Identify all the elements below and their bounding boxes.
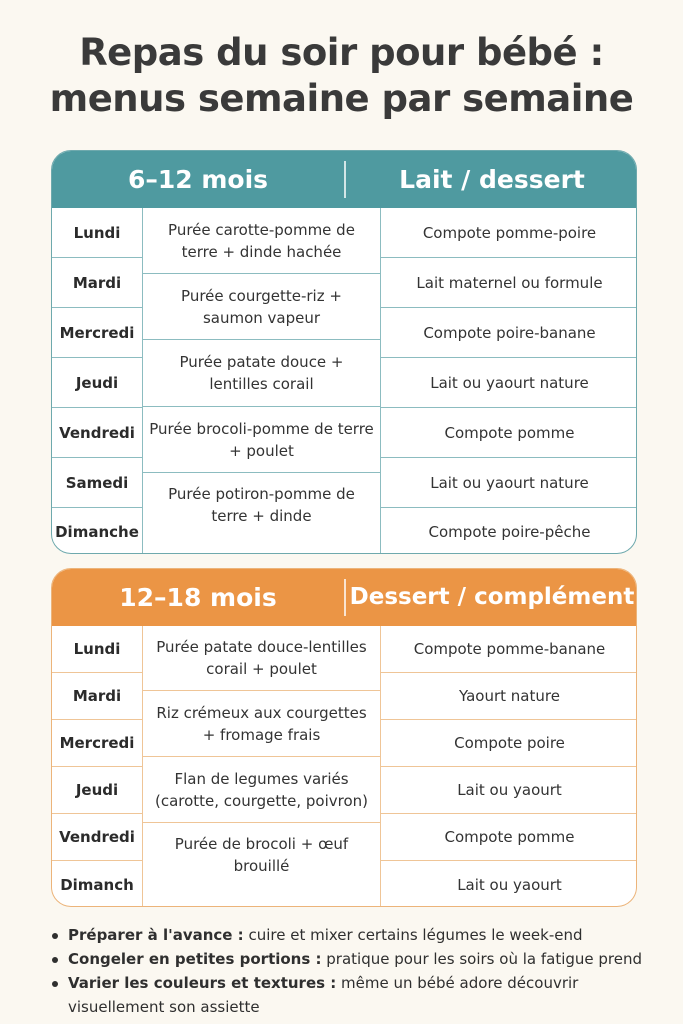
meal-cell: Riz crémeux aux courgettes + fromage frais <box>142 691 381 757</box>
dessert-cell: Lait ou yaourt nature <box>381 458 637 508</box>
dessert-cell: Lait ou yaourt nature <box>381 358 637 408</box>
day-cell: Lundi <box>52 626 142 673</box>
day-cell: Lundi <box>52 208 142 258</box>
day-cell: Mercredi <box>52 720 142 767</box>
tip-item <box>52 971 652 1019</box>
dessert-cell: Lait maternel ou formule <box>381 258 637 308</box>
header-age: 6–12 mois <box>127 165 269 194</box>
day-cell: Mardi <box>52 258 142 308</box>
meal-cell: Purée brocoli-pomme de terre + poulet <box>142 407 381 473</box>
dessert-cell: Compote poire-pêche <box>428 522 591 541</box>
day-cell: Vendredi <box>52 814 142 861</box>
menu-table-12-18 <box>51 568 637 907</box>
meal-cell: Purée courgette-riz + saumon vapeur <box>142 274 381 340</box>
day-cell: Mardi <box>52 673 142 720</box>
dessert-cell: Compote poire-banane <box>381 308 637 358</box>
tips-list <box>52 923 652 1019</box>
tip-title: Congeler en petites portions : <box>68 950 322 968</box>
page-title <box>0 30 683 122</box>
title-line-1: Repas du soir pour bébé : <box>79 31 604 74</box>
header-dessert: Dessert / complément <box>349 584 635 610</box>
title-line-2: menus semaine par semaine <box>49 77 634 120</box>
table-header <box>52 151 636 208</box>
meal-cell: Flan de legumes variés (carotte, courgette, poivron) <box>142 757 381 823</box>
dessert-cell: Compote pomme-poire <box>381 208 637 258</box>
meal-cell: Purée carotte-pomme de terre + dinde hachée <box>142 208 381 274</box>
tip-title: Varier les couleurs et textures : <box>68 974 337 992</box>
tip-text: pratique pour les soirs où la fatigue prend <box>321 950 643 968</box>
header-dessert: Lait / dessert <box>399 165 585 194</box>
tip-text: même un bébé adore découvrir visuellement son assiette <box>68 974 579 1016</box>
day-cell: Samedi <box>52 458 142 508</box>
day-cell: Jeudi <box>52 767 142 814</box>
tip-item <box>52 923 652 947</box>
day-cell: Dimanche <box>55 522 139 541</box>
header-age: 12–18 mois <box>119 583 277 612</box>
dessert-cell: Compote pomme <box>381 408 637 458</box>
dessert-cell: Lait ou yaourt <box>457 875 562 894</box>
table-header <box>52 569 636 626</box>
day-cell: Jeudi <box>52 358 142 408</box>
meal-cell: Purée patate douce-lentilles corail + poulet <box>142 626 381 691</box>
tip-text: cuire et mixer certains légumes le week-end <box>243 926 583 944</box>
day-cell: Vendredi <box>52 408 142 458</box>
meal-cell: Purée potiron-pomme de terre + dinde <box>142 473 381 554</box>
meal-cell: Purée patate douce + lentilles corail <box>142 340 381 407</box>
dessert-cell: Compote pomme <box>381 814 637 861</box>
dessert-cell: Lait ou yaourt <box>381 767 637 814</box>
tip-title: Préparer à l'avance : <box>68 926 244 944</box>
dessert-cell: Compote pomme-banane <box>381 626 637 673</box>
dessert-cell: Yaourt nature <box>381 673 637 720</box>
menu-table-6-12 <box>51 150 637 554</box>
day-cell: Dimanch <box>60 875 134 894</box>
dessert-cell: Compote poire <box>381 720 637 767</box>
meal-cell: Purée de brocoli + œuf brouillé <box>142 823 381 907</box>
tip-item <box>52 947 652 971</box>
day-cell: Mercredi <box>52 308 142 358</box>
